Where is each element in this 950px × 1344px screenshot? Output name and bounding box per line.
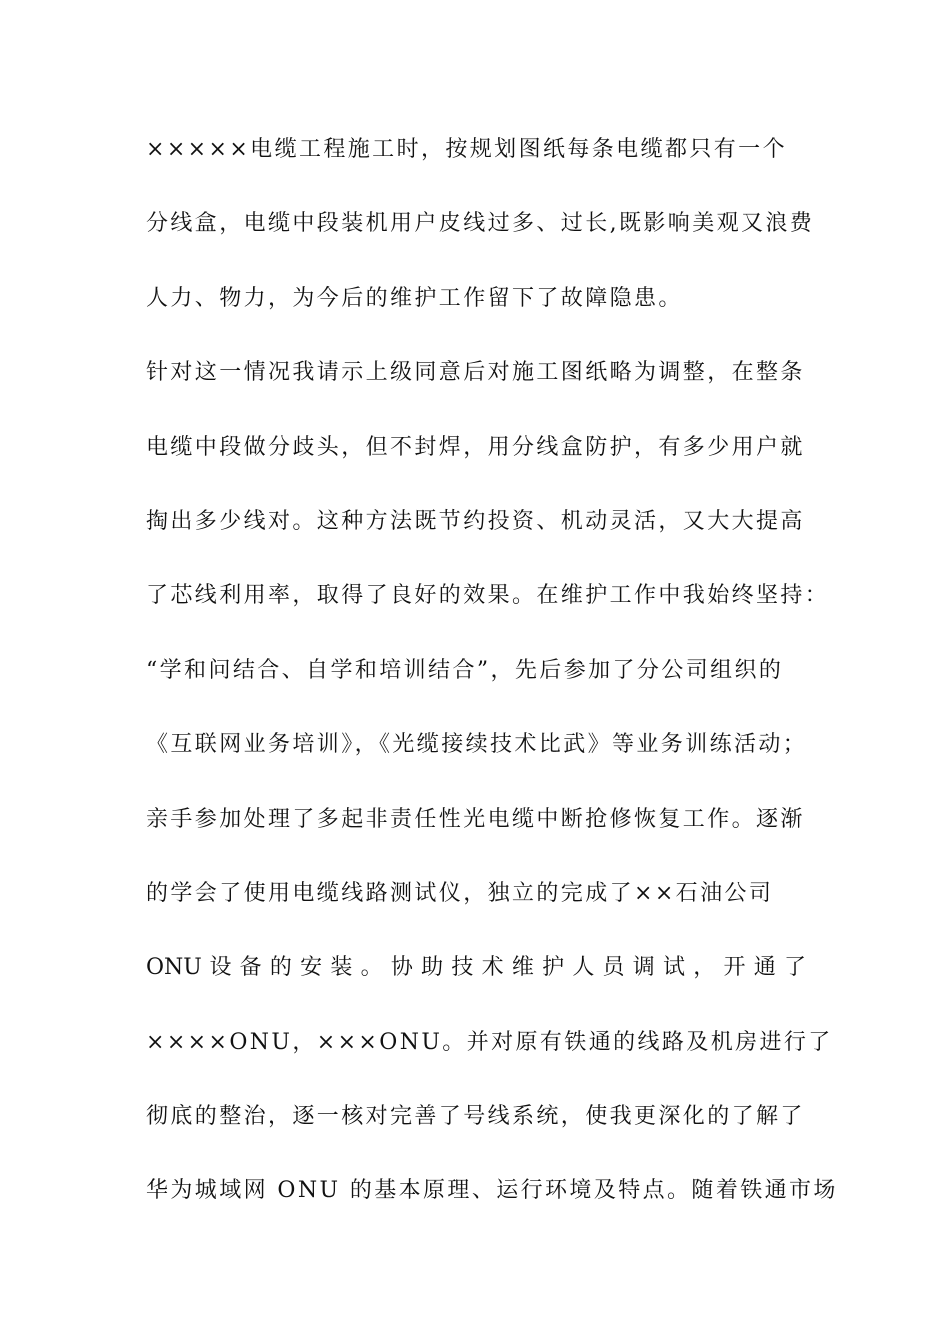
text-line: 了芯线利用率，取得了良好的效果。在维护工作中我始终坚持：: [146, 583, 830, 609]
text-line: 掏出多少线对。这种方法既节约投资、机动灵活，又大大提高: [146, 508, 805, 534]
text-line: 电缆中段做分歧头，但不封焊，用分线盒防护，有多少用户就: [146, 434, 805, 460]
text-line: 人力、物力，为今后的维护工作留下了故障隐患。: [146, 285, 683, 311]
text-line: 针对这一情况我请示上级同意后对施工图纸略为调整，在整条: [146, 360, 805, 386]
text-line: ONU 设 备 的 安 装 。 协 助 技 术 维 护 人 员 调 试 ， 开 通 了: [146, 955, 806, 981]
text-line: 彻底的整治，逐一核对完善了号线系统，使我更深化的了解了: [146, 1104, 805, 1130]
text-line: 《互联网业务培训》，《光缆接续技术比武》等业务训练活动；: [146, 732, 808, 758]
text-line: 分线盒，电缆中段装机用户皮线过多、过长,既影响美观又浪费: [146, 211, 815, 237]
body-text: [146, 130, 838, 1246]
text-line: 亲手参加处理了多起非责任性光电缆中断抢修恢复工作。逐渐: [146, 806, 805, 832]
text-line: “学和问结合、自学和培训结合”，先后参加了分公司组织的: [146, 657, 784, 683]
text-line: ××××ONU，×××ONU。并对原有铁通的线路及机房进行了: [146, 1029, 833, 1055]
text-line: ×××××电缆工程施工时，按规划图纸每条电缆都只有一个: [146, 137, 787, 162]
text-line: 华为城域网 ONU 的基本原理、运行环境及特点。随着铁通市场: [146, 1178, 838, 1204]
text-line: 的学会了使用电缆线路测试仪，独立的完成了××石油公司: [146, 880, 774, 906]
